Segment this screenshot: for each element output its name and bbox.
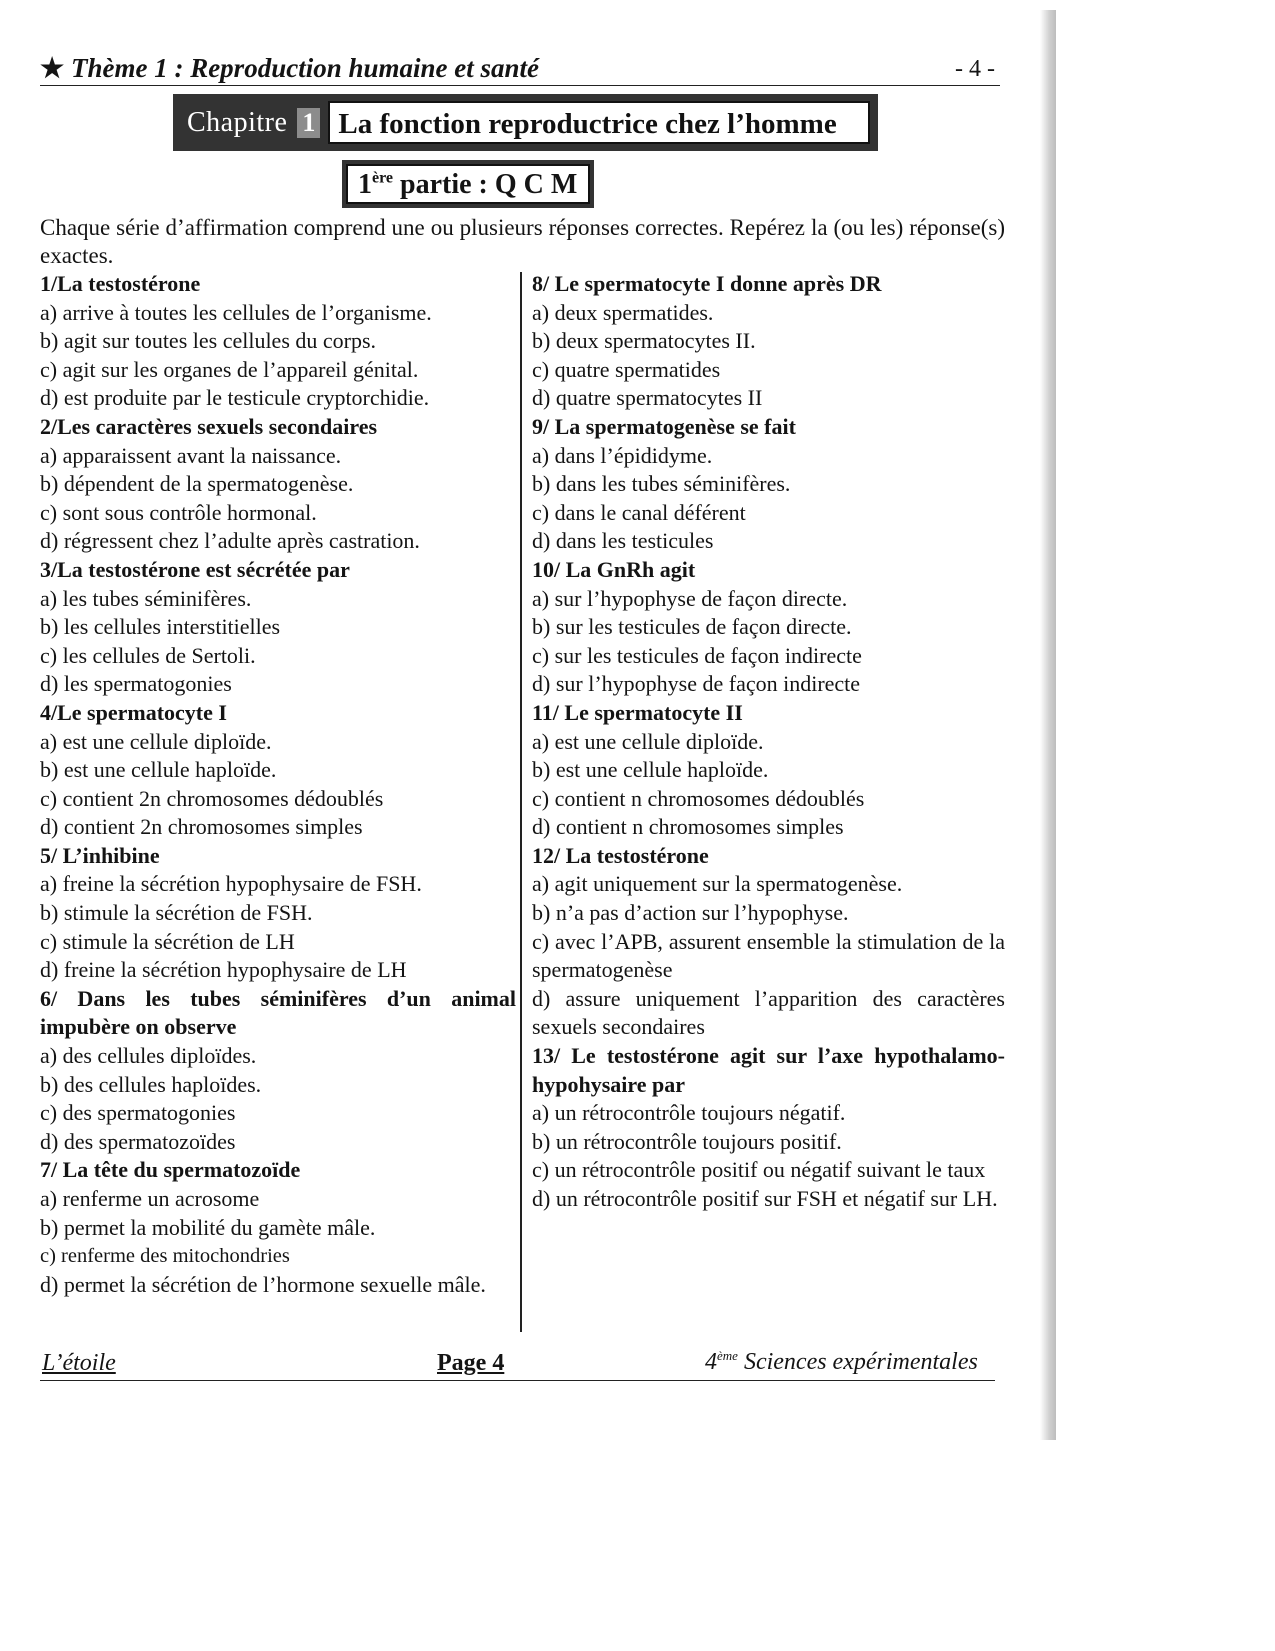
answer-option: b) stimule la sécrétion de FSH. bbox=[40, 900, 313, 926]
answer-option: a) des cellules diploïdes. bbox=[40, 1043, 257, 1069]
answer-option: b) des cellules haploïdes. bbox=[40, 1071, 262, 1097]
answer-option: d) assure uniquement l’apparition des caractères sexuels secondaires bbox=[532, 985, 1005, 1040]
answer-option: d) les spermatogonies bbox=[40, 671, 232, 697]
answer-option: a) apparaissent avant la naissance. bbox=[40, 442, 342, 468]
answer-option: b) agit sur toutes les cellules du corps. bbox=[40, 328, 377, 354]
answer-option: c) contient 2n chromosomes dédoublés bbox=[40, 785, 384, 811]
right-column bbox=[532, 270, 1005, 1214]
answer-option: a) est une cellule diploïde. bbox=[40, 728, 272, 754]
question-text: 13/ Le testostérone agit sur l’axe hypothalamo-hypohysaire par bbox=[532, 1043, 1005, 1097]
scan-edge-shadow bbox=[1040, 10, 1056, 1440]
answer-option: d) contient n chromosomes simples bbox=[532, 814, 844, 840]
question-block bbox=[40, 556, 516, 699]
question-text: 4/Le spermatocyte I bbox=[40, 699, 227, 725]
answer-option: b) n’a pas d’action sur l’hypophyse. bbox=[532, 900, 849, 926]
question-block bbox=[532, 270, 1005, 413]
question-block bbox=[532, 556, 1005, 699]
theme-title bbox=[40, 53, 539, 84]
answer-option: b) les cellules interstitielles bbox=[40, 614, 281, 640]
question-block bbox=[40, 413, 516, 556]
answer-option: a) est une cellule diploïde. bbox=[532, 728, 764, 754]
question-block bbox=[40, 699, 516, 842]
answer-option: d) régressent chez l’adulte après castration. bbox=[40, 528, 420, 554]
question-text: 7/ La tête du spermatozoïde bbox=[40, 1157, 301, 1183]
question-block bbox=[40, 1156, 516, 1299]
chapter-label: Chapitre bbox=[187, 106, 288, 138]
answer-option: c) contient n chromosomes dédoublés bbox=[532, 785, 865, 811]
answer-option: d) est produite par le testicule cryptorchidie. bbox=[40, 385, 430, 411]
chapter-title: La fonction reproductrice chez l’homme bbox=[328, 101, 870, 144]
answer-option: d) permet la sécrétion de l’hormone sexuelle mâle. bbox=[40, 1271, 486, 1297]
question-text: 11/ Le spermatocyte II bbox=[532, 699, 743, 725]
answer-option: c) quatre spermatides bbox=[532, 356, 721, 382]
answer-option: b) dépendent de la spermatogenèse. bbox=[40, 471, 354, 497]
answer-option: c) sur les testicules de façon indirecte bbox=[532, 642, 862, 668]
chapter-number: 1 bbox=[297, 108, 320, 138]
footer-level-text: Sciences expérimentales bbox=[737, 1349, 978, 1375]
question-block bbox=[532, 699, 1005, 842]
answer-option: c) agit sur les organes de l’appareil génital. bbox=[40, 356, 419, 382]
column-divider bbox=[520, 272, 522, 1332]
answer-option: a) freine la sécrétion hypophysaire de FSH. bbox=[40, 871, 422, 897]
left-column bbox=[40, 270, 516, 1299]
answer-option: a) un rétrocontrôle toujours négatif. bbox=[532, 1100, 846, 1126]
question-text: 8/ Le spermatocyte I donne après DR bbox=[532, 271, 882, 296]
answer-option: d) dans les testicules bbox=[532, 528, 714, 554]
question-block bbox=[532, 413, 1005, 556]
answer-option: b) est une cellule haploïde. bbox=[532, 757, 769, 783]
part-ordinal-suffix: ère bbox=[372, 169, 394, 187]
answer-option: d) freine la sécrétion hypophysaire de LH bbox=[40, 957, 407, 983]
question-block bbox=[532, 1042, 1005, 1214]
question-text: 3/La testostérone est sécrétée par bbox=[40, 556, 350, 582]
answer-option: c) stimule la sécrétion de LH bbox=[40, 928, 295, 954]
question-text: 9/ La spermatogenèse se fait bbox=[532, 413, 796, 439]
answer-option: c) avec l’APB, assurent ensemble la stimulation de la spermatogenèse bbox=[532, 928, 1005, 983]
answer-option: c) sont sous contrôle hormonal. bbox=[40, 499, 317, 525]
answer-option: d) contient 2n chromosomes simples bbox=[40, 814, 363, 840]
answer-option: b) deux spermatocytes II. bbox=[532, 328, 756, 354]
footer-level-ordinal: 4 bbox=[705, 1349, 717, 1375]
answer-option: a) sur l’hypophyse de façon directe. bbox=[532, 585, 848, 611]
question-block bbox=[40, 270, 516, 413]
answer-option: a) agit uniquement sur la spermatogenèse. bbox=[532, 871, 903, 897]
question-text: 10/ La GnRh agit bbox=[532, 556, 696, 582]
answer-option: d) sur l’hypophyse de façon indirecte bbox=[532, 671, 861, 697]
question-block bbox=[40, 985, 516, 1157]
star-icon: ★ bbox=[40, 53, 65, 83]
footer-level-suffix: ème bbox=[717, 1348, 738, 1363]
question-text: 5/ L’inhibine bbox=[40, 842, 160, 868]
instructions: Chaque série d’affirmation comprend une ou plusieurs réponses correctes. Repérez la (ou les) réponse(s) exactes. bbox=[40, 215, 1005, 268]
answer-option: b) sur les testicules de façon directe. bbox=[532, 614, 852, 640]
question-text: 1/La testostérone bbox=[40, 271, 201, 296]
answer-option: a) deux spermatides. bbox=[532, 299, 714, 325]
question-block bbox=[532, 842, 1005, 1042]
part-title-text: partie : Q C M bbox=[393, 169, 578, 200]
footer-level bbox=[705, 1348, 978, 1376]
answer-option: c) un rétrocontrôle positif ou négatif suivant le taux bbox=[532, 1157, 986, 1183]
answer-option: b) dans les tubes séminifères. bbox=[532, 471, 791, 497]
page-marker: - 4 - bbox=[955, 56, 995, 82]
answer-option: d) des spermatozoïdes bbox=[40, 1128, 236, 1154]
question-text: 2/Les caractères sexuels secondaires bbox=[40, 413, 378, 439]
footer-page-number: Page 4 bbox=[437, 1350, 505, 1376]
part-banner bbox=[342, 160, 594, 208]
theme-title-text: Thème 1 : Reproduction humaine et santé bbox=[70, 53, 539, 83]
part-ordinal: 1 bbox=[358, 169, 372, 200]
answer-option: b) permet la mobilité du gamète mâle. bbox=[40, 1214, 376, 1240]
header-divider bbox=[40, 85, 1000, 86]
footer-publisher: L’étoile bbox=[42, 1350, 116, 1376]
answer-option: b) est une cellule haploïde. bbox=[40, 757, 277, 783]
footer-divider bbox=[40, 1380, 995, 1381]
answer-option: c) renferme des mitochondries bbox=[40, 1245, 290, 1268]
answer-option: d) un rétrocontrôle positif sur FSH et négatif sur LH. bbox=[532, 1186, 998, 1211]
answer-option: a) arrive à toutes les cellules de l’organisme. bbox=[40, 299, 432, 325]
answer-option: c) des spermatogonies bbox=[40, 1100, 236, 1126]
answer-option: d) quatre spermatocytes II bbox=[532, 385, 763, 411]
answer-option: b) un rétrocontrôle toujours positif. bbox=[532, 1128, 842, 1154]
answer-option: a) dans l’épididyme. bbox=[532, 442, 713, 468]
answer-option: a) renferme un acrosome bbox=[40, 1186, 260, 1211]
answer-option: a) les tubes séminifères. bbox=[40, 585, 252, 611]
question-text: 6/ Dans les tubes séminifères d’un animal impubère on observe bbox=[40, 985, 516, 1040]
part-title bbox=[346, 164, 590, 204]
chapter-banner bbox=[173, 94, 878, 151]
question-block bbox=[40, 842, 516, 985]
question-text: 12/ La testostérone bbox=[532, 842, 709, 868]
answer-option: c) les cellules de Sertoli. bbox=[40, 642, 256, 668]
answer-option: c) dans le canal déférent bbox=[532, 499, 746, 525]
